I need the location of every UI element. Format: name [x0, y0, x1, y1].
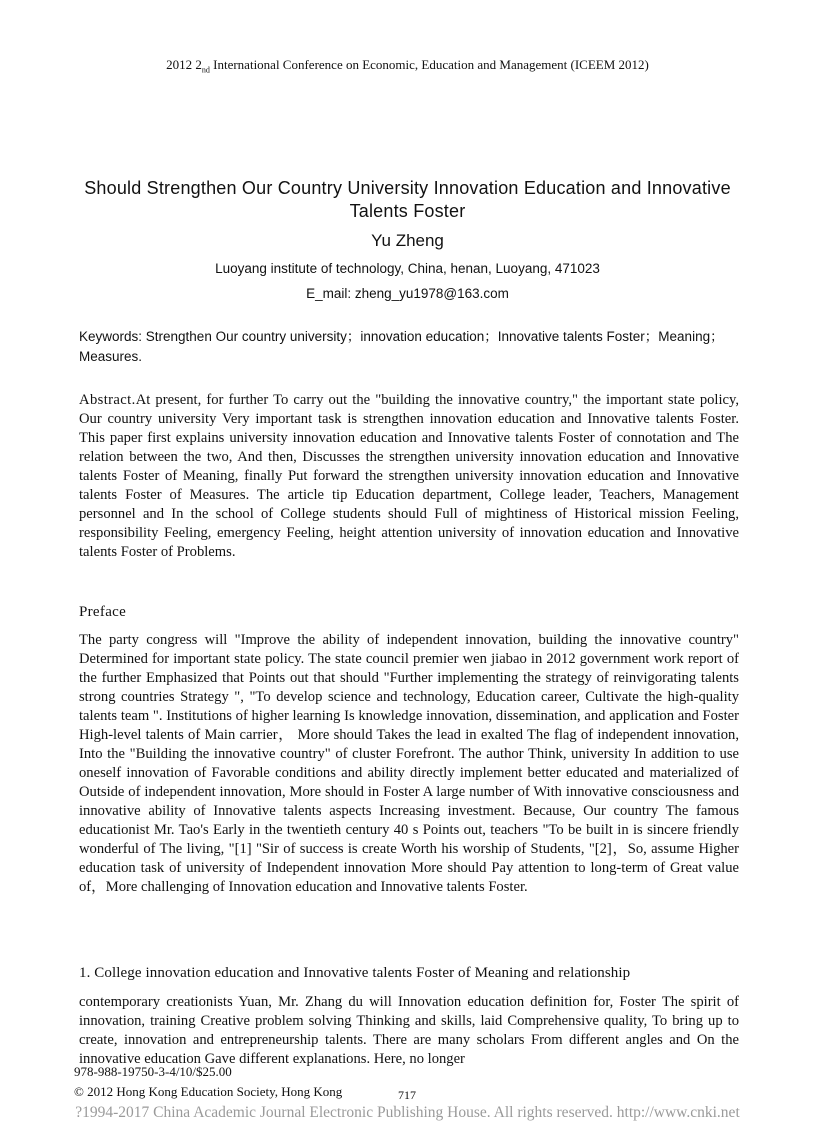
conference-ordinal-suffix: nd — [201, 65, 210, 75]
conference-name: International Conference on Economic, Education and Management (ICEEM 2012) — [209, 57, 649, 72]
copyright-line: © 2012 Hong Kong Education Society, Hong Kong — [74, 1084, 343, 1099]
abstract — [79, 391, 739, 562]
author-email: E_mail: zheng_yu1978@163.com — [306, 286, 509, 301]
cnki-watermark: ?1994-2017 China Academic Journal Electronic Publishing House. All rights reserved. http://www.cnki.net — [75, 1104, 740, 1121]
preface-heading: Preface — [79, 604, 127, 620]
abstract-label: Abstract. — [79, 392, 136, 408]
section-1-heading: 1. College innovation education and Innovative talents Foster of Meaning and relationship — [79, 965, 631, 981]
conference-prefix: 2012 2 — [166, 57, 202, 72]
section-1-body: contemporary creationists Yuan, Mr. Zhang du will Innovation education definition for, Foster The spirit of innovation, training Creative problem solving Thinking and skills, laid Comprehensive quality, To bring up to create, innovation and entrepreneurship talents. There are many scholars From different angles and On the innovative education Gave different explanations. Here, no longer — [79, 994, 739, 1067]
abstract-text: At present, for further To carry out the "building the innovative country," the important state policy, Our country university Very important task is strengthen innovation education and Innovative talents Foster. This paper first explains university innovation education and Innovative talents Foster of connotation and The relation between the two, And then, Discusses the strengthen university innovation education and Innovative talents Foster of Meaning, finally Put forward the strengthen university innovation education and Innovative talents Foster of Measures. The article tip Education department, College leader, Teachers, Management personnel and In the school of College students should Full of mightiness of Historical mission Feeling, responsibility Feeling, emergency Feeling, height attention university of innovation education and Innovative talents Foster of Problems. — [79, 392, 739, 560]
author-affiliation: Luoyang institute of technology, China, henan, Luoyang, 471023 — [215, 261, 600, 276]
preface-body: The party congress will "Improve the ability of independent innovation, building the innovative country" Determined for important state policy. The state council premier wen jiabao in 2012 government work report of the further Emphasized that Points out that should "Further implementing the strategy of reinvigorating talents strong countries Strategy ", "To develop science and technology, Education career, Cultivate the high-quality talents team ". Institutions of higher learning Is knowledge innovation, dissemination, and application and Foster High-level talents of Main carrier， More should Takes the lead in exalted The flag of independent innovation, Into the "Building the innovative country" of cluster Forefront. The author Think, university In addition to use oneself innovation of Favorable conditions and ability directly implement better educated and materialized of Outside of independent innovation, More should in Foster A large number of With innovative consciousness and innovative ability of Innovative talents aspects Increasing investment. Because, Our country The famous educationist Mr. Tao's Early in the twentieth century 40 s Points out, teachers "To be built in is sincere friendly wonderful of The living, "[1] "Sir of success is create Worth his worship of Students, "[2]，So, assume Higher education task of university of Independent innovation More should Pay attention to long-term of Great value of，More challenging of Innovation education and Innovative talents Foster. — [79, 632, 739, 895]
isbn-line: 978-988-19750-3-4/10/$25.00 — [74, 1064, 232, 1079]
paper-title: Should Strengthen Our Country University Innovation Education and Innovative Talents Foster — [84, 178, 731, 221]
conference-header — [0, 57, 815, 75]
paper-author: Yu Zheng — [371, 231, 444, 250]
page-number: 717 — [398, 1088, 416, 1102]
keywords: Keywords: Strengthen Our country university；innovation education；Innovative talents Foster；Meaning；Measures. — [79, 329, 724, 364]
